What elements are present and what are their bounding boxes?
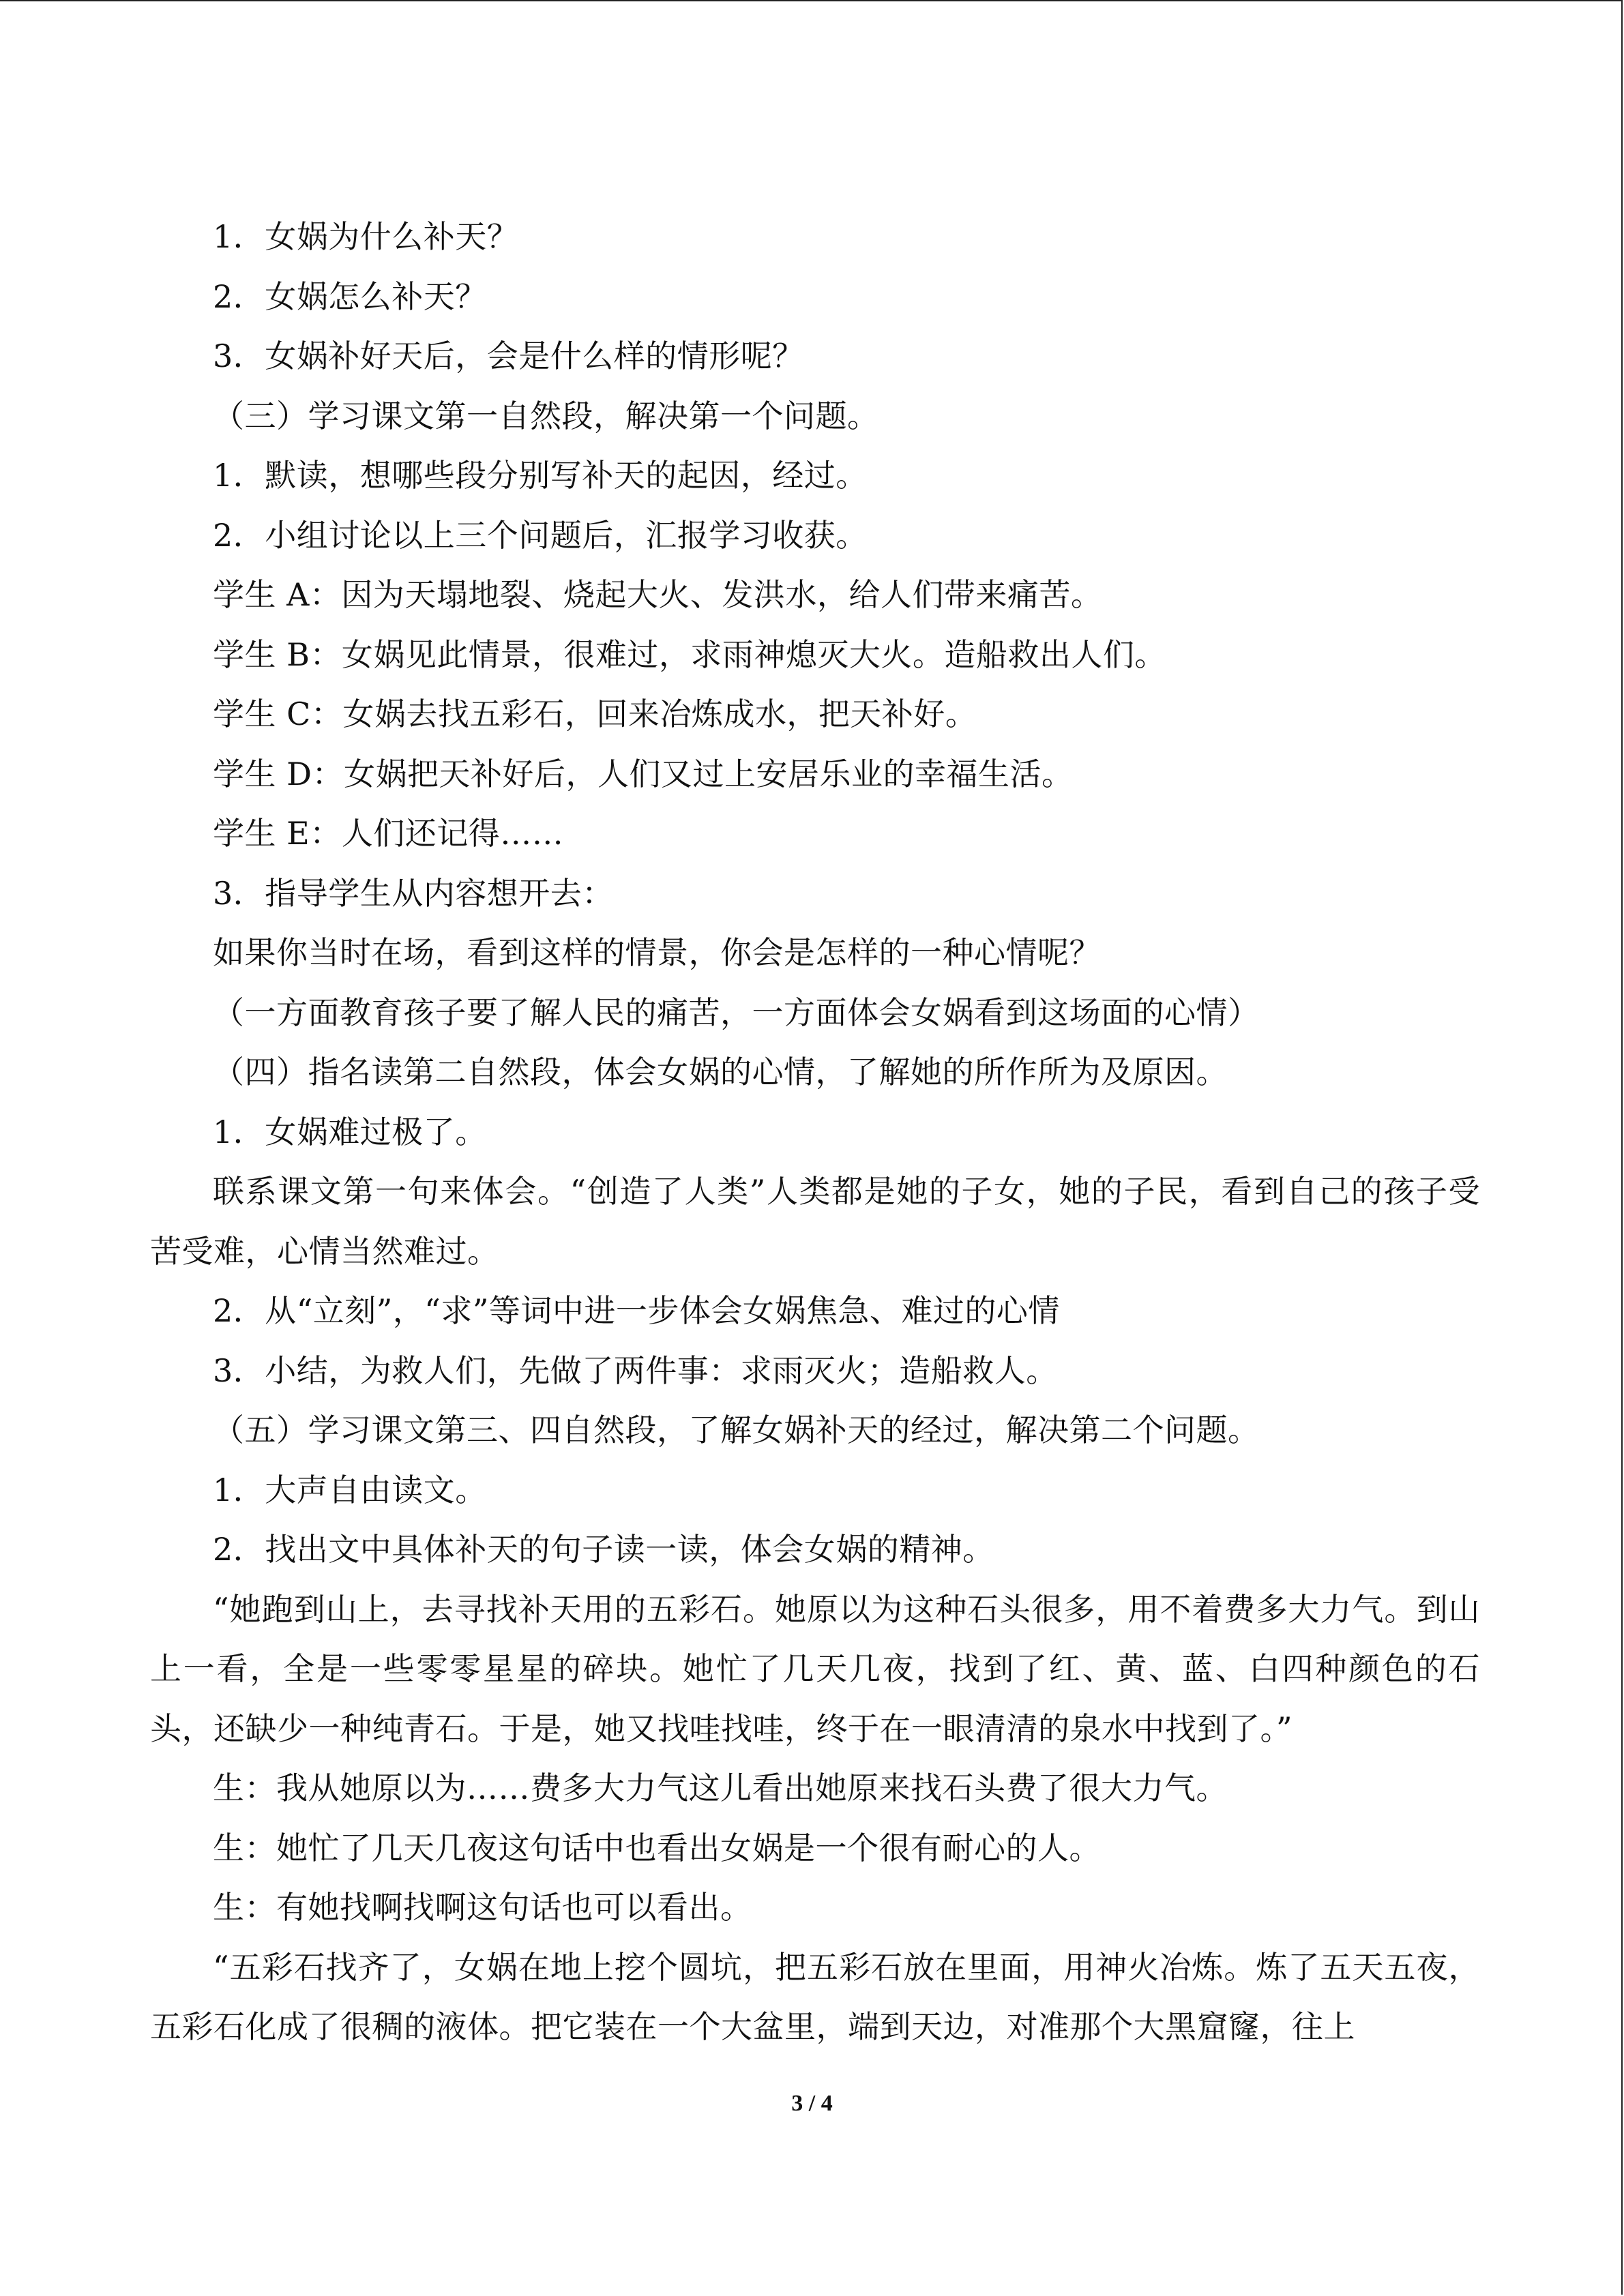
paragraph: 2．女娲怎么补天？: [213, 278, 487, 315]
paragraph: 学生 D：女娲把天补好后，人们又过上安居乐业的幸福生活。: [213, 755, 1074, 792]
paragraph: （五）学习课文第三、四自然段，了解女娲补天的经过，解决第二个问题。: [213, 1412, 1260, 1448]
paragraph: 2．从“立刻”，“求”等词中进一步体会女娲焦急、难过的心情: [213, 1292, 1060, 1329]
paragraph: 生：有她找啊找啊这句话也可以看出。: [213, 1889, 752, 1926]
paragraph: “她跑到山上，去寻找补天用的五彩石。她原以为这种石头很多，用不着费多大力气。到山上一看，全是一些零零星星的碎块。她忙了几天几夜，找到了红、黄、蓝、白四种颜色的石头，还缺少一种纯青石。于是，她又找哇找哇，终于在一眼清清的泉水中找到了。”: [150, 1590, 1480, 1747]
paragraph: 2．小组讨论以上三个问题后，汇报学习收获。: [213, 516, 868, 554]
paragraph: 1．女娲为什么补天？: [213, 218, 519, 255]
paragraph: 生：我从她原以为……费多大力气这儿看出她原来找石头费了很大力气。: [213, 1770, 1228, 1806]
paragraph: （一方面教育孩子要了解人民的痛苦，一方面体会女娲看到这场面的心情）: [213, 994, 1260, 1031]
paragraph: 3．女娲补好天后，会是什么样的情形呢？: [213, 338, 804, 374]
paragraph: 联系课文第一句来体会。“创造了人类”人类都是她的子女，她的子民，看到自己的孩子受苦受难，心情当然难过。: [150, 1173, 1480, 1270]
paragraph: 学生 B：女娲见此情景，很难过，求雨神熄灭大火。造船救出人们。: [213, 636, 1166, 673]
paragraph: 如果你当时在场，看到这样的情景，你会是怎样的一种心情呢？: [213, 934, 1101, 971]
page-number: 3 / 4: [791, 2091, 833, 2116]
paragraph: 学生 A：因为天塌地裂、烧起大火、发洪水，给人们带来痛苦。: [213, 576, 1103, 613]
document-body: [150, 207, 1480, 2057]
paragraph: 1．女娲难过极了。: [213, 1113, 487, 1150]
paragraph: 2．找出文中具体补天的句子读一读，体会女娲的精神。: [213, 1531, 994, 1568]
paragraph: “五彩石找齐了，女娲在地上挖个圆坑，把五彩石放在里面，用神火冶炼。炼了五天五夜，五彩石化成了很稠的液体。把它装在一个大盆里，端到天边，对准那个大黑窟窿，往上: [150, 1948, 1480, 2045]
paragraph: 1．默读，想哪些段分别写补天的起因，经过。: [213, 457, 868, 494]
paragraph: 学生 E：人们还记得……: [213, 815, 564, 852]
paragraph: 生：她忙了几天几夜这句话中也看出女娲是一个很有耐心的人。: [213, 1829, 1101, 1866]
paragraph: 学生 C：女娲去找五彩石，回来冶炼成水，把天补好。: [213, 696, 977, 732]
paragraph: （三）学习课文第一自然段，解决第一个问题。: [213, 397, 879, 434]
paragraph: （四）指名读第二自然段，体会女娲的心情，了解她的所作所为及原因。: [213, 1054, 1228, 1090]
paragraph: 1．大声自由读文。: [213, 1471, 487, 1508]
paragraph: 3．小结，为救人们，先做了两件事：求雨灭火；造船救人。: [213, 1352, 1058, 1389]
paragraph: 3．指导学生从内容想开去：: [213, 874, 614, 912]
